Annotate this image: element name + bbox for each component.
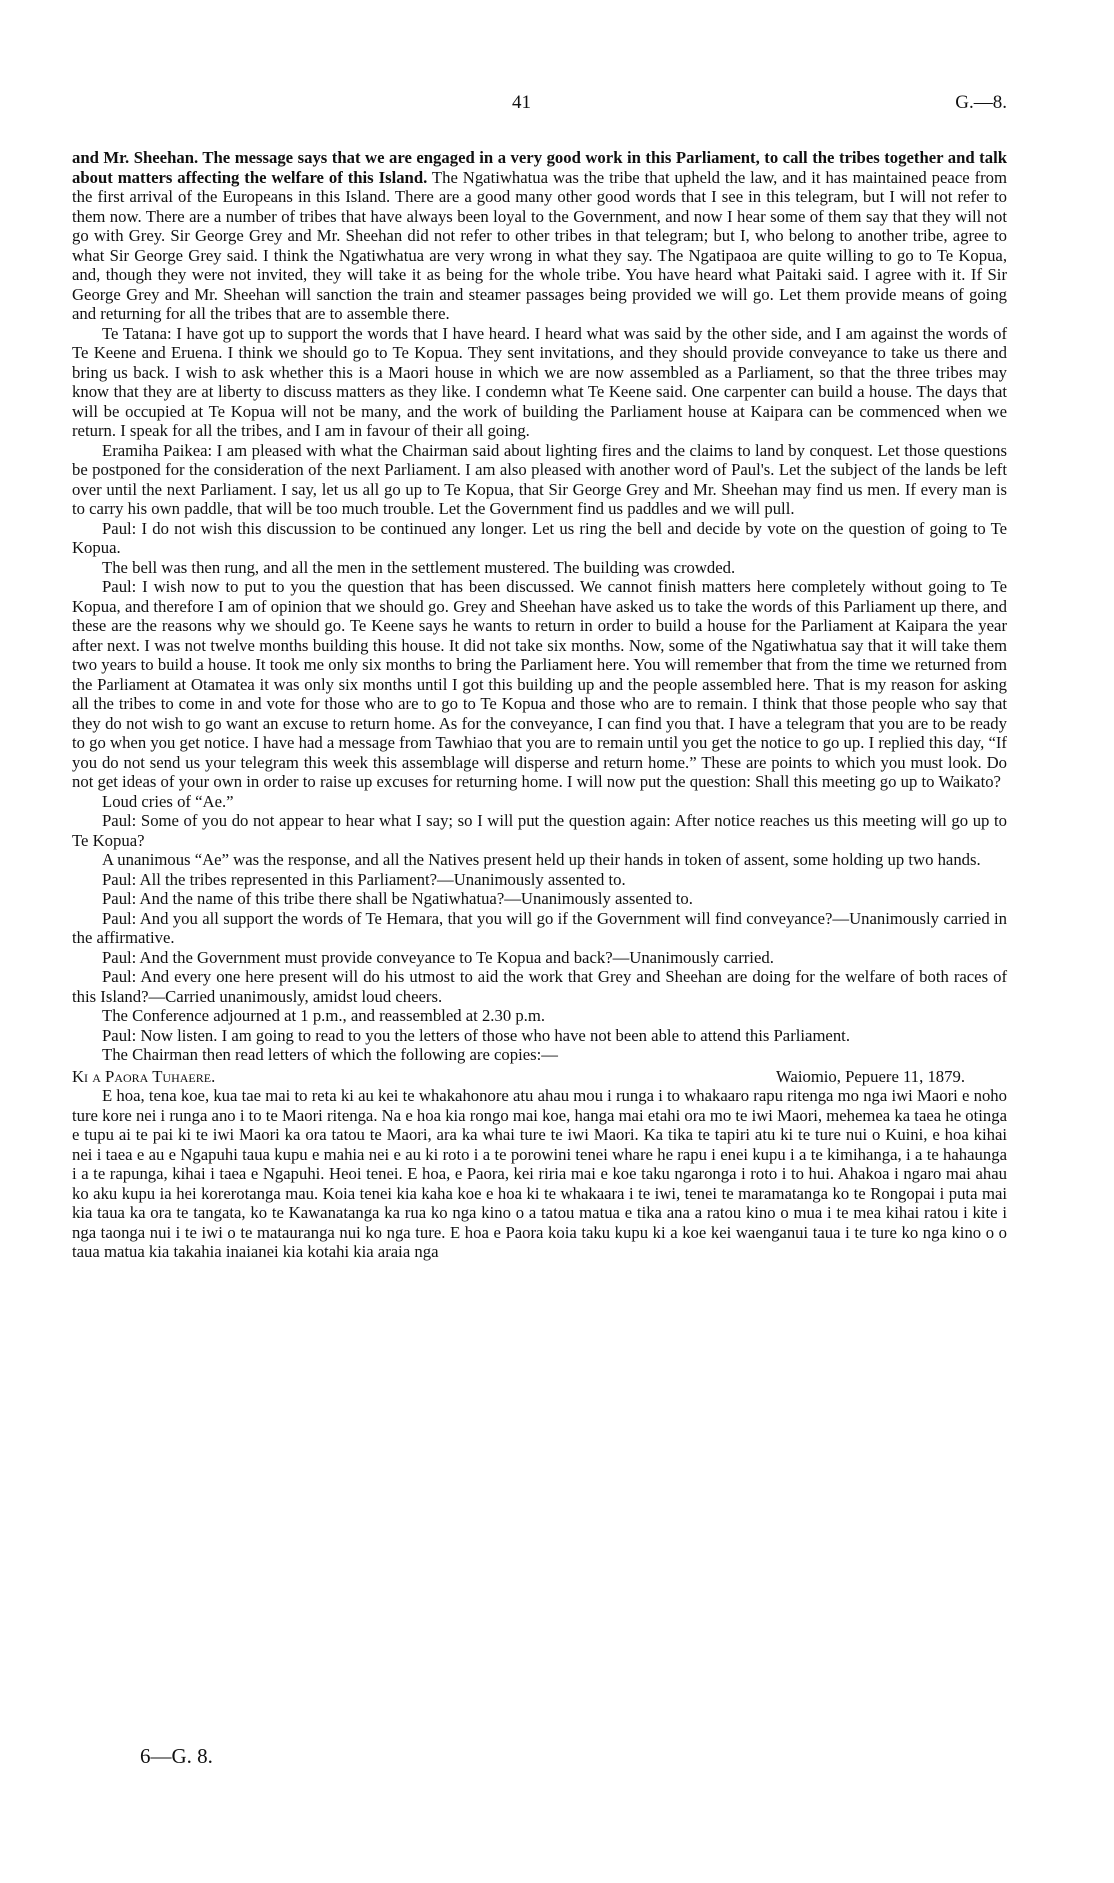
paragraph-10: Paul: And the name of this tribe there shall be Ngatiwhatua?—Unanimously assented to.: [102, 889, 693, 908]
page-header: [72, 92, 1007, 122]
paragraph-1: Te Tatana: I have got up to support the words that I have heard. I heard what was said by the other side, and I am against the words of Te Keene and Eruena. I think we should go to Te Kopua. They sent invitations, and they should provide conveyance to take us there and bring us back. I wish to ask whether this is a Maori house in which we are now assembled as a Parliament, so that the three tribes may know that they are at liberty to discuss matters as they like. I condemn what Te Keene said. One carpenter can build a house. The days that will be occupied at Te Kopua will not be many, and the work of building the Parliament house at Kaipara can be commenced when we return. I speak for all the tribes, and I am in favour of their all going.: [72, 323, 1007, 440]
paragraph-14: The Conference adjourned at 1 p.m., and reassembled at 2.30 p.m.: [102, 1006, 546, 1025]
paragraph-0-text: The Ngatiwhatua was the tribe that upheld the law, and it has maintained peace from the first arrival of the Europeans in this Island. There are a good many other good words that I see in this telegram, but I will not refer to them now. There are a number of tribes that have always been loyal to the Government, and now I hear some of them say that they will not go with Grey. Sir George Grey and Mr. Sheehan did not refer to other tribes in that telegram; but I, who belong to another tribe, agree to what Sir George Grey said. I think the Ngatiwhatua are very wrong in what they say. The Ngatipaoa are quite willing to go to Te Kopua, and, though they were not invited, they will take it as being for the whole tribe. You have heard what Paitaki said. I agree with it. If Sir George Grey and Mr. Sheehan will sanction the train and steamer passages being provided we will go. Let them provide means of going and returning for all the tribes that are to assemble there.: [72, 167, 1008, 323]
signature-mark: 6—G. 8.: [140, 1744, 213, 1768]
page-number: 41: [512, 92, 531, 113]
paragraph-8: A unanimous “Ae” was the response, and all the Natives present held up their hands in token of assent, some holding up two hands.: [102, 850, 981, 869]
paragraph-13: Paul: And every one here present will do his utmost to aid the work that Grey and Sheehan are doing for the welfare of both races of this Island?—Carried unanimously, amidst loud cheers.: [72, 967, 1007, 1006]
letter-body: E hoa, tena koe, kua tae mai to reta ki au kei te whakahonore atu ahau mou i runga i to whakaaro rapu ritenga mo nga iwi Maori e noho ture kore nei i runga ano i to te Maori ritenga. Na e hoa kia rongo mai koe, hanga mai etahi ora mo te iwi Maori, mehemea ka taea he otinga e tupu ai te pai ki te iwi Maori ka ora tatou te Maori, ara ka whai ture te iwi Maori. Ka tika te tapiri atu ki te ture nui o Kuini, e hoa kihai nei i taea e au e Ngapuhi taua kupu e mahia nei e au ki roto i a te porowini tenei whare he rapu i enei kupu i a te kimihanga, i a te hahaunga i a te rapunga, kihai i taea e Ngapuhi. Heoi tenei. E hoa, e Paora, kei riria mai e koe taku ngaronga i roto i to hui. Ahakoa i ngaro mai ahau ko aku kupu ia hei korerotanga mau. Koia tenei kia kaha koe e hoa ki te whakaara i te iwi, tenei te maramatanga ko te Rongopai i puta mai kia taua ka ora te tangata, ko te Kawanatanga ka rua ko nga kino o a tatou matua e tika ana a ratou kino o mua i te mea kihai ratou i kite i nga taonga nui i te iwi o te matauranga nui ko nga ture. E hoa e Paora koia taku kupu ki a koe kei waenganui taua i te ture ko nga kino o o taua matua kia takahia inaianei kia kotahi kia araia nga: [72, 1086, 1007, 1261]
document-code: G.—8.: [955, 92, 1007, 113]
paragraph-0: [72, 148, 1007, 324]
paragraph-2: Eramiha Paikea: I am pleased with what the Chairman said about lighting fires and the claims to land by conquest. Let those questions be postponed for the consideration of the next Parliament. I am also pleased with another word of Paul's. Let the subject of the lands be left over until the next Parliament. I say, let us all go up to Te Kopua, that Sir George Grey and Mr. Sheehan may find us men. If every man is to carry his own paddle, that will be too much trouble. Let the Government find us paddles and we will pull.: [72, 440, 1007, 518]
paragraph-7: Paul: Some of you do not appear to hear what I say; so I will put the question again: After notice reaches us this meeting will go up to Te Kopua?: [72, 811, 1007, 850]
document-body: [72, 148, 1007, 1262]
paragraph-0-lead: and Mr. Sheehan. The message says that we are engaged in a very good work in this Parliament, to call the tribes together and talk about matters affecting the welfare of this Island.: [72, 148, 1007, 187]
paragraph-12: Paul: And the Government must provide conveyance to Te Kopua and back?—Unanimously carried.: [102, 947, 774, 967]
paragraph-4: The bell was then rung, and all the men in the settlement mustered. The building was crowded.: [102, 557, 736, 577]
paragraph-6: Loud cries of “Ae.”: [102, 791, 234, 811]
paragraph-15: Paul: Now listen. I am going to read to you the letters of those who have not been able to attend this Parliament.: [102, 1025, 850, 1045]
paragraph-5: Paul: I wish now to put to you the question that has been discussed. We cannot finish matters here completely without going to Te Kopua, and therefore I am of opinion that we should go. Grey and Sheehan have asked us to take the words of this Parliament up there, and these are the reasons why we should go. Te Keene says he wants to return in order to build a house for the Parliament at Kaipara the year after next. I was not twelve months building this house. It did not take six months. Now, some of the Ngatiwhatua say that it will take them two years to build a house. It took me only six months to bring the Parliament here. You will remember that from the time we returned from the Parliament at Otamatea it was only six months until I got this building up and the people assembled here. That is my reason for asking all the tribes to come in and vote for those who are to go to Te Kopua and those who are to remain. I think that those people who say that they do not wish to go want an excuse to return home. As for the conveyance, I can find you that. I have a telegram that you are to be ready to go when you get notice. I have had a message from Tawhiao that you are to remain until you get the notice to go up. I replied this day, “If you do not send us your telegram this week this assemblage will disperse and return home.” These are points to which you must look. Do not get ideas of your own in order to raise up excuses for returning home. I will now put the question: Shall this meeting go up to Waikato?: [72, 577, 1007, 791]
paragraph-3: Paul: I do not wish this discussion to be continued any longer. Let us ring the bell and decide by vote on the question of going to Te Kopua.: [72, 518, 1007, 557]
letter-heading: [72, 1067, 1007, 1087]
paragraph-11: Paul: And you all support the words of Te Hemara, that you will go if the Government will find conveyance?—Unanimously carried in the affirmative.: [72, 908, 1007, 947]
letter-place-date: Waiomio, Pepuere 11, 1879.: [776, 1066, 965, 1086]
paragraph-16: The Chairman then read letters of which the following are copies:—: [102, 1045, 558, 1064]
letter-addressee: Ki a Paora Tuhaere.: [72, 1066, 216, 1086]
paragraph-9: Paul: All the tribes represented in this Parliament?—Unanimously assented to.: [102, 869, 626, 889]
